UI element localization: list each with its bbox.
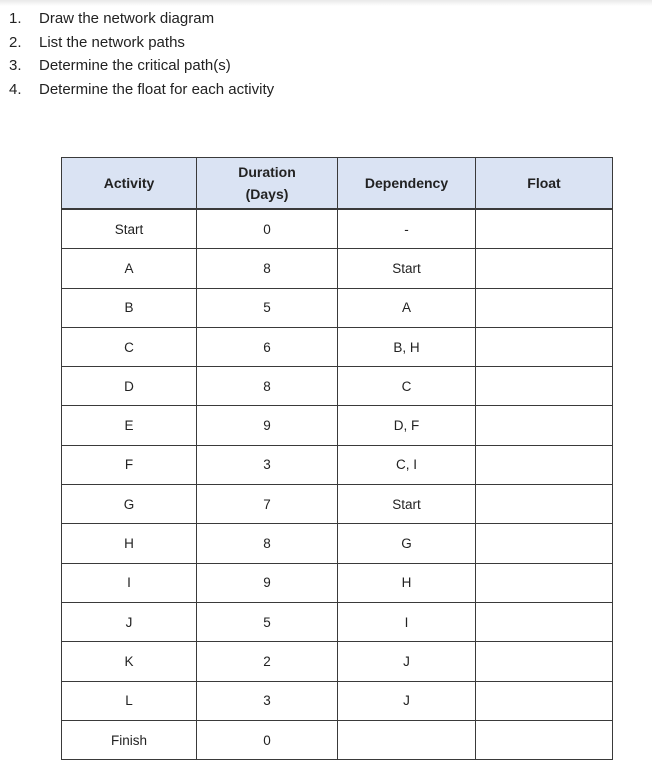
cell-float[interactable] xyxy=(476,288,613,327)
instruction-item xyxy=(9,54,274,78)
instruction-text: Determine the float for each activity xyxy=(39,80,275,98)
table-row xyxy=(62,720,613,759)
cell-dependency: J xyxy=(338,642,476,681)
table-row xyxy=(62,563,613,602)
cell-float[interactable] xyxy=(476,406,613,445)
instruction-item xyxy=(9,78,274,102)
cell-duration: 3 xyxy=(197,445,338,484)
cell-duration: 5 xyxy=(197,288,338,327)
table-row xyxy=(62,209,613,249)
cell-activity: Start xyxy=(62,209,197,249)
cell-duration: 6 xyxy=(197,327,338,366)
table-row xyxy=(62,367,613,406)
cell-float[interactable] xyxy=(476,445,613,484)
header-duration-line2: (Days) xyxy=(245,186,289,202)
cell-float[interactable] xyxy=(476,209,613,249)
header-activity: Activity xyxy=(62,158,197,210)
cell-float[interactable] xyxy=(476,249,613,288)
instruction-number: 3. xyxy=(9,57,22,74)
table-header-row xyxy=(62,158,613,210)
cell-activity: D xyxy=(62,367,197,406)
instruction-text: List the network paths xyxy=(39,33,185,51)
cell-activity: H xyxy=(62,524,197,563)
instruction-number: 4. xyxy=(9,80,22,98)
cell-duration: 8 xyxy=(197,249,338,288)
instruction-item xyxy=(9,7,274,31)
cell-dependency: D, F xyxy=(338,406,476,445)
instruction-item xyxy=(9,31,274,55)
cell-float[interactable] xyxy=(476,720,613,759)
table-row xyxy=(62,288,613,327)
cell-dependency: Start xyxy=(338,249,476,288)
cell-duration: 8 xyxy=(197,524,338,563)
cell-dependency: A xyxy=(338,288,476,327)
table-row xyxy=(62,642,613,681)
cell-activity: J xyxy=(62,602,197,641)
cell-activity: C xyxy=(62,327,197,366)
cell-float[interactable] xyxy=(476,367,613,406)
cell-dependency: H xyxy=(338,563,476,602)
cell-dependency: J xyxy=(338,681,476,720)
cell-duration: 5 xyxy=(197,602,338,641)
instruction-text: Determine the critical path(s) xyxy=(39,57,231,74)
cell-activity: A xyxy=(62,249,197,288)
table-row xyxy=(62,681,613,720)
table-row xyxy=(62,485,613,524)
header-float: Float xyxy=(476,158,613,210)
cell-dependency: B, H xyxy=(338,327,476,366)
cell-dependency: I xyxy=(338,602,476,641)
cell-float[interactable] xyxy=(476,681,613,720)
page-top-shadow xyxy=(0,0,652,6)
instruction-list xyxy=(9,7,274,101)
cell-duration: 9 xyxy=(197,406,338,445)
cell-dependency: C xyxy=(338,367,476,406)
cell-duration: 8 xyxy=(197,367,338,406)
cell-float[interactable] xyxy=(476,485,613,524)
cell-float[interactable] xyxy=(476,642,613,681)
cell-activity: E xyxy=(62,406,197,445)
cell-float[interactable] xyxy=(476,563,613,602)
cell-dependency: G xyxy=(338,524,476,563)
cell-activity: F xyxy=(62,445,197,484)
cell-duration: 7 xyxy=(197,485,338,524)
cell-dependency: - xyxy=(338,209,476,249)
table-row xyxy=(62,249,613,288)
cell-activity: I xyxy=(62,563,197,602)
activity-table xyxy=(61,157,613,760)
header-duration-line1: Duration xyxy=(238,164,296,180)
cell-activity: G xyxy=(62,485,197,524)
instruction-number: 1. xyxy=(9,10,22,27)
cell-dependency xyxy=(338,720,476,759)
cell-activity: K xyxy=(62,642,197,681)
instruction-text: Draw the network diagram xyxy=(39,10,215,27)
cell-duration: 0 xyxy=(197,209,338,249)
cell-activity: Finish xyxy=(62,720,197,759)
table-row xyxy=(62,524,613,563)
table-row xyxy=(62,327,613,366)
header-dependency: Dependency xyxy=(338,158,476,210)
header-duration xyxy=(197,158,338,210)
cell-duration: 3 xyxy=(197,681,338,720)
table-row xyxy=(62,445,613,484)
cell-duration: 9 xyxy=(197,563,338,602)
table-row xyxy=(62,406,613,445)
cell-float[interactable] xyxy=(476,327,613,366)
cell-activity: B xyxy=(62,288,197,327)
cell-dependency: Start xyxy=(338,485,476,524)
cell-duration: 2 xyxy=(197,642,338,681)
instruction-number: 2. xyxy=(9,33,22,51)
cell-dependency: C, I xyxy=(338,445,476,484)
cell-activity: L xyxy=(62,681,197,720)
table-row xyxy=(62,602,613,641)
cell-float[interactable] xyxy=(476,524,613,563)
cell-float[interactable] xyxy=(476,602,613,641)
cell-duration: 0 xyxy=(197,720,338,759)
